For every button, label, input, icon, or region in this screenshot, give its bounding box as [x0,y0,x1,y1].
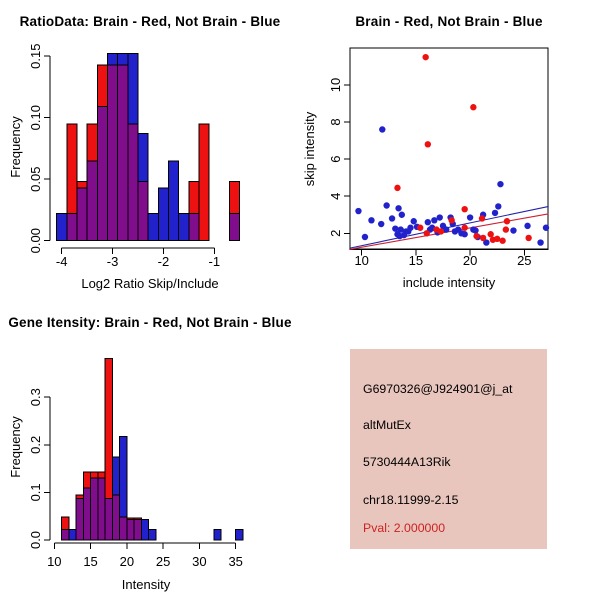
svg-text:-2: -2 [157,254,170,269]
svg-text:-3: -3 [106,254,119,269]
gene-symbol: 5730444A13Rik [363,455,451,469]
svg-text:0.05: 0.05 [28,166,43,192]
svg-text:2: 2 [328,229,343,237]
svg-text:skip intensity: skip intensity [302,111,317,187]
svg-text:Intensity: Intensity [121,577,171,592]
svg-text:10: 10 [354,253,369,268]
intensity-scatter-panel [300,0,600,300]
svg-text:15: 15 [83,554,98,569]
svg-text:10: 10 [47,554,62,569]
genomic-locus: chr18.11999-2.15 [363,493,459,507]
svg-text:15: 15 [408,253,424,268]
svg-text:0.00: 0.00 [28,228,43,254]
svg-text:25: 25 [517,253,532,268]
svg-text:Brain - Red, Not Brain - Blue: Brain - Red, Not Brain - Blue [355,14,543,29]
svg-text:20: 20 [462,253,478,268]
svg-text:Frequency: Frequency [8,416,23,478]
svg-text:0.3: 0.3 [28,388,43,407]
info-panel [350,349,547,549]
svg-text:0.1: 0.1 [28,483,43,502]
svg-text:35: 35 [228,554,243,569]
svg-text:25: 25 [155,554,171,569]
svg-text:Gene Itensity: Brain - Red, No: Gene Itensity: Brain - Red, Not Brain - Blue [8,315,292,330]
gene-intensity-histogram-panel [0,300,300,600]
svg-text:-4: -4 [55,254,68,269]
svg-text:0.0: 0.0 [28,530,43,550]
svg-text:0.2: 0.2 [28,435,43,454]
svg-text:RatioData: Brain - Red, Not Br: RatioData: Brain - Red, Not Brain - Blue [19,14,281,29]
ratio-histogram-panel [0,0,300,300]
svg-text:Log2 Ratio Skip/Include: Log2 Ratio Skip/Include [81,276,219,291]
svg-text:-1: -1 [208,254,221,269]
svg-text:20: 20 [119,554,135,569]
svg-text:10: 10 [328,77,343,93]
svg-text:0.10: 0.10 [28,105,43,131]
svg-text:include intensity: include intensity [402,275,496,290]
svg-text:30: 30 [192,554,207,569]
svg-text:8: 8 [328,118,343,126]
svg-text:0.15: 0.15 [28,43,43,69]
p-value: Pval: 2.000000 [363,521,446,535]
splice-event-type: altMutEx [363,418,411,432]
probe-id: G6970326@J924901@j_at [363,382,513,396]
svg-text:Frequency: Frequency [8,116,23,178]
svg-text:4: 4 [328,192,343,200]
svg-text:6: 6 [328,155,343,163]
